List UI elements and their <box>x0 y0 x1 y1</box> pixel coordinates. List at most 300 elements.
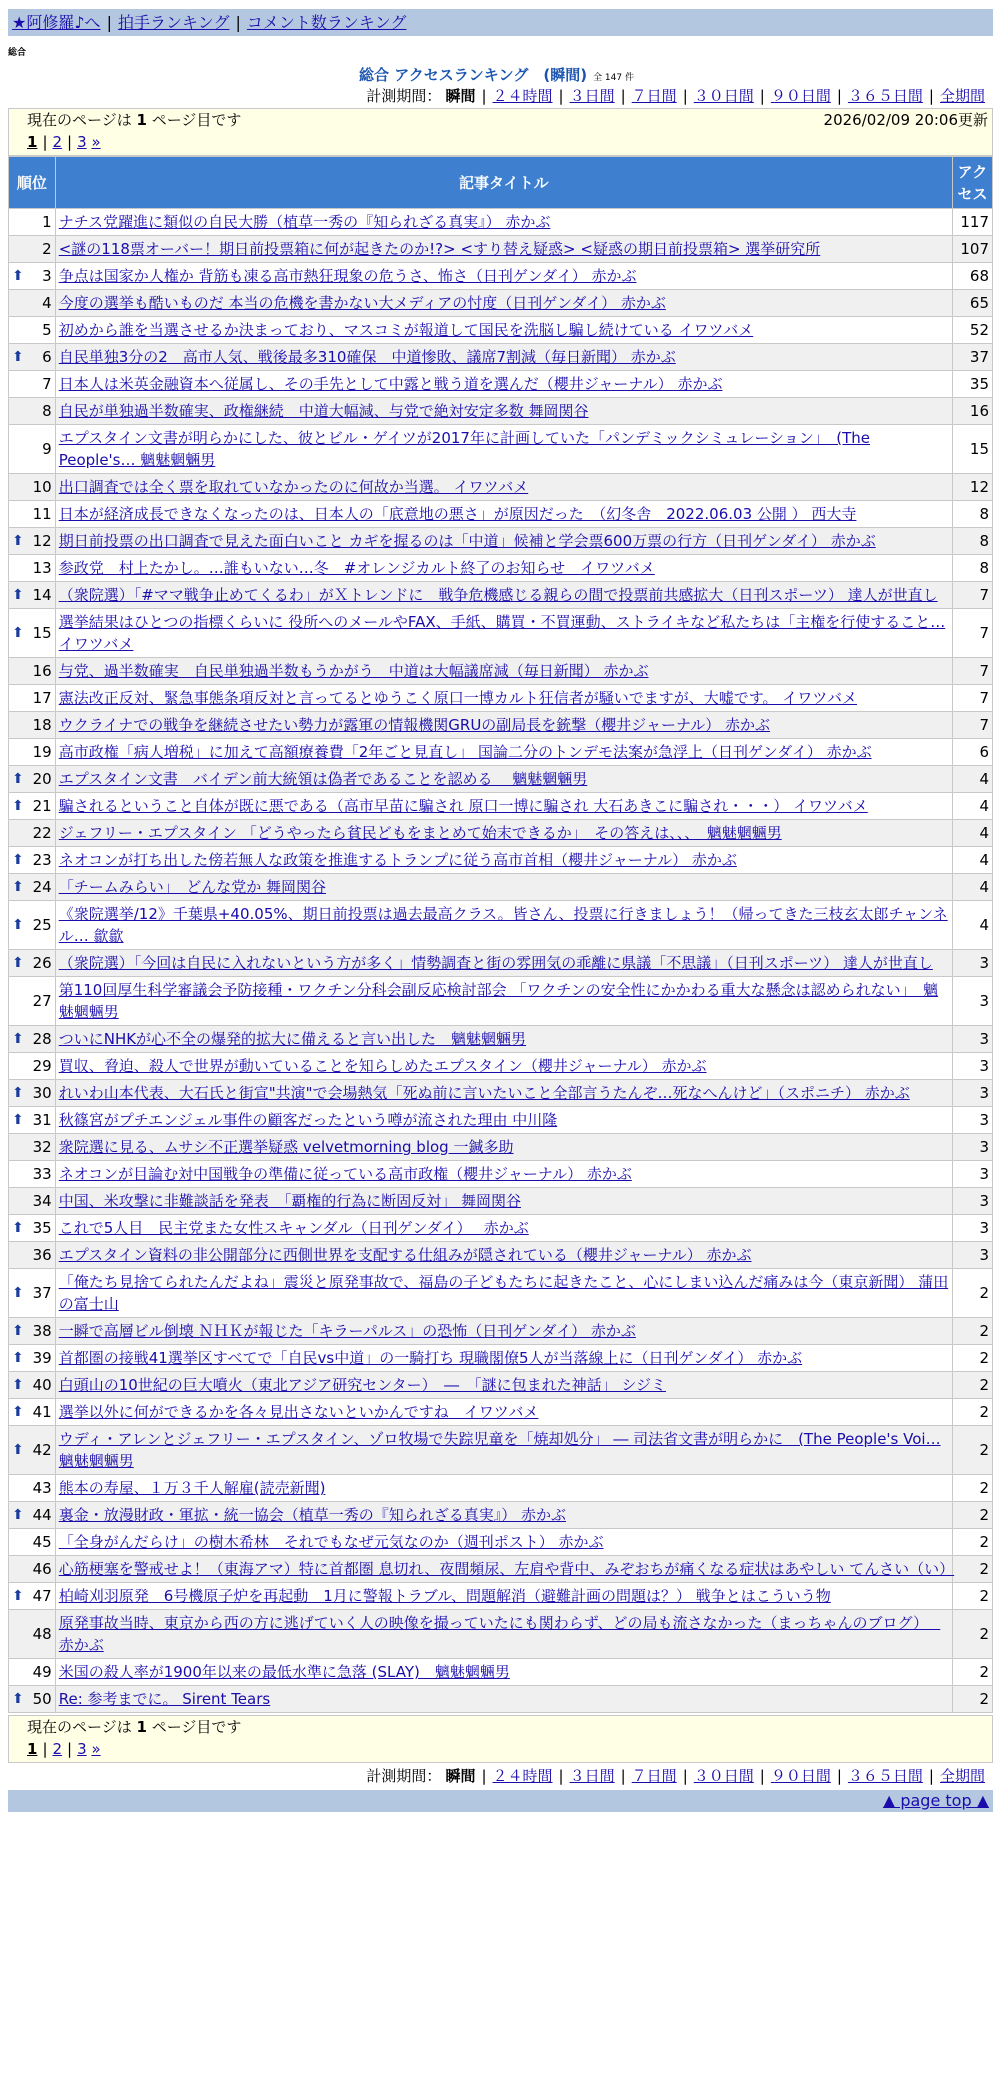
rank-cell <box>9 474 56 501</box>
article-link[interactable]: 一瞬で高層ビル倒壊 ＮＨＫが報じた「キラーパルス」の恐怖（日刊ゲンダイ） 赤かぶ <box>58 1322 636 1340</box>
table-row <box>9 1215 993 1242</box>
access-count: 2 <box>952 1372 992 1399</box>
rank-number: 15 <box>32 624 52 642</box>
period-separator: | <box>682 1767 688 1785</box>
article-link[interactable]: ネオコンが目論む対中国戦争の準備に従っている高市政権（櫻井ジャーナル） 赤かぶ <box>58 1165 632 1183</box>
article-link[interactable]: 米国の殺人率が1900年以来の最低水準に急落 (SLAY) 魑魅魍魎男 <box>58 1663 510 1681</box>
title-cell <box>55 398 952 425</box>
rank-up-icon: ⬆ <box>12 1112 24 1128</box>
title-cell <box>55 263 952 290</box>
rank-cell <box>9 1134 56 1161</box>
title-cell <box>55 712 952 739</box>
page-current: 1 <box>27 1740 38 1758</box>
article-link[interactable]: 憲法改正反対、緊急事態条項反対と言ってるとゆうこく原口一博カルト狂信者が騒いでますが、大嘘です。 イワツバメ <box>58 689 857 707</box>
rank-number: 29 <box>32 1057 52 1075</box>
rank-cell <box>9 609 56 658</box>
rank-up-icon: ⬆ <box>12 955 24 971</box>
rank-number: 20 <box>32 770 52 788</box>
table-row <box>9 317 993 344</box>
next-page-link[interactable]: » <box>91 133 101 151</box>
page-status: 現在のページは 1 ページ目です <box>27 111 242 129</box>
title-cell <box>55 1686 952 1713</box>
period-link[interactable]: ９０日間 <box>770 1767 831 1785</box>
table-row <box>9 1502 993 1529</box>
title-cell <box>55 820 952 847</box>
rank-up-icon: ⬆ <box>12 625 24 641</box>
rank-up-icon: ⬆ <box>12 1085 24 1101</box>
title-cell <box>55 1610 952 1659</box>
rank-up-icon: ⬆ <box>12 1031 24 1047</box>
period-link[interactable]: ３日間 <box>569 1767 615 1785</box>
rank-cell <box>9 766 56 793</box>
table-row <box>9 1583 993 1610</box>
period-link[interactable]: ２４時間 <box>492 87 553 105</box>
access-count: 2 <box>952 1502 992 1529</box>
table-row <box>9 820 993 847</box>
table-row <box>9 425 993 474</box>
page-separator: | <box>67 133 73 151</box>
table-row <box>9 1134 993 1161</box>
table-row <box>9 874 993 901</box>
title-cell <box>55 1269 952 1318</box>
rank-cell <box>9 501 56 528</box>
article-link[interactable]: 熊本の寿屋、１万３千人解雇(読売新聞) <box>58 1479 326 1497</box>
rank-cell <box>9 398 56 425</box>
rank-cell <box>9 1475 56 1502</box>
title-cell <box>55 1188 952 1215</box>
page-link[interactable]: 2 <box>52 1740 63 1758</box>
rank-up-icon: ⬆ <box>12 852 24 868</box>
next-page-link[interactable]: » <box>91 1740 101 1758</box>
rank-cell <box>9 1529 56 1556</box>
page-link[interactable]: 2 <box>52 133 63 151</box>
article-link[interactable]: れいわ山本代表、大石氏と街宣"共演"で会場熱気「死ぬ前に言いたいこと全部言うたんぞ…死なへんけど」（スポニチ） 赤かぶ <box>58 1084 910 1102</box>
nav-separator: | <box>235 13 241 32</box>
article-link[interactable]: <謎の118票オーバー！期日前投票箱に何が起きたのか!?> <すり替え疑惑> <疑惑の期日前投票箱> 選挙研究所 <box>58 240 821 258</box>
table-row <box>9 1659 993 1686</box>
table-row <box>9 658 993 685</box>
rank-cell <box>9 950 56 977</box>
access-count: 8 <box>952 501 992 528</box>
rank-cell <box>9 712 56 739</box>
title-cell <box>55 1556 955 1583</box>
table-row <box>9 1345 993 1372</box>
table-row <box>9 1372 993 1399</box>
rank-cell <box>9 685 56 712</box>
rank-number: 41 <box>32 1403 52 1421</box>
nav-separator: | <box>106 13 112 32</box>
category-label: 総合 <box>8 48 27 58</box>
access-count: 2 <box>952 1686 992 1713</box>
rank-up-icon: ⬆ <box>12 917 24 933</box>
rank-cell <box>9 658 56 685</box>
period-link[interactable]: ３０日間 <box>693 87 754 105</box>
article-link[interactable]: 秋篠宮がプチエンジェル事件の顧客だったという噂が流された理由 中川隆 <box>58 1111 558 1129</box>
access-count: 68 <box>952 263 992 290</box>
access-count: 16 <box>952 398 992 425</box>
title-cell <box>55 977 952 1026</box>
title-cell <box>55 1080 952 1107</box>
home-link[interactable]: ★阿修羅♪へ <box>12 13 101 32</box>
page-separator: | <box>42 133 48 151</box>
rank-up-icon: ⬆ <box>12 533 24 549</box>
article-link[interactable]: これで5人目 民主党また女性スキャンダル（日刊ゲンダイ） 赤かぶ <box>58 1219 529 1237</box>
article-link[interactable]: 騙されるということ自体が既に悪である（高市早苗に騙され 原口一博に騙され 大石あきこに騙され・・・） イワツバメ <box>58 797 868 815</box>
article-link[interactable]: ついにNHKが心不全の爆発的拡大に備えると言い出した 魑魅魍魎男 <box>58 1030 527 1048</box>
page-link[interactable]: 3 <box>77 133 87 151</box>
period-current: 瞬間 <box>445 87 476 105</box>
rank-cell <box>9 1161 56 1188</box>
rank-number: 48 <box>32 1625 52 1643</box>
rank-up-icon: ⬆ <box>12 1323 24 1339</box>
title-cell <box>55 555 952 582</box>
rank-number: 14 <box>32 586 52 604</box>
rank-number: 33 <box>32 1165 52 1183</box>
article-link[interactable]: 自民が単独過半数確実、政権継続 中道大幅減、与党で絶対安定多数 舞岡関谷 <box>58 402 589 420</box>
article-link[interactable]: 買収、脅迫、殺人で世界が動いていることを知らしめたエプスタイン（櫻井ジャーナル） 赤かぶ <box>58 1057 707 1075</box>
rank-number: 19 <box>32 743 52 761</box>
rank-up-icon: ⬆ <box>12 1377 24 1393</box>
access-count: 3 <box>952 977 992 1026</box>
table-row <box>9 344 993 371</box>
rank-cell <box>9 528 56 555</box>
table-row <box>9 739 993 766</box>
table-row <box>9 685 993 712</box>
rank-number: 40 <box>32 1376 52 1394</box>
rank-number: 11 <box>32 505 52 523</box>
rank-number: 13 <box>32 559 52 577</box>
access-count: 35 <box>952 371 992 398</box>
table-row <box>9 236 993 263</box>
access-count: 4 <box>952 793 992 820</box>
access-count: 7 <box>952 712 992 739</box>
rank-number: 49 <box>32 1663 52 1681</box>
rank-number: 12 <box>32 532 52 550</box>
access-count: 3 <box>952 1107 992 1134</box>
article-link[interactable]: 第110回厚生科学審議会予防接種・ワクチン分科会副反応検討部会 「ワクチンの安全性にかかわる重大な懸念は認められない」 魑魅魍魎男 <box>58 981 939 1021</box>
rank-number: 24 <box>32 878 52 896</box>
rank-number: 32 <box>32 1138 52 1156</box>
article-link[interactable]: エプスタイン資料の非公開部分に西側世界を支配する仕組みが隠されている（櫻井ジャーナル） 赤かぶ <box>58 1246 752 1264</box>
access-count: 4 <box>952 847 992 874</box>
rank-number: 30 <box>32 1084 52 1102</box>
title-cell <box>55 317 952 344</box>
article-link[interactable]: 与党、過半数確実 自民単独過半数もうかがう 中道は大幅議席減（毎日新聞） 赤かぶ <box>58 662 649 680</box>
access-count: 7 <box>952 582 992 609</box>
article-link[interactable]: ジェフリー・エプスタイン 「どうやったら貧民どもをまとめて始末できるか」 その答えは、、、 魑魅魍魎男 <box>58 824 782 842</box>
rank-number: 46 <box>32 1560 52 1578</box>
table-row <box>9 474 993 501</box>
access-count: 2 <box>952 1269 992 1318</box>
rank-up-icon: ⬆ <box>12 1404 24 1420</box>
pager-top <box>8 108 993 156</box>
rank-cell <box>9 977 56 1026</box>
rank-number: 35 <box>32 1219 52 1237</box>
article-link[interactable]: 心筋梗塞を警戒せよ！（東海アマ）特に首都圏 息切れ、夜間頻尿、左肩や背中、みぞおちが痛くなる症状はあやしい てんさい（い） <box>58 1560 955 1578</box>
article-link[interactable]: 期日前投票の出口調査で見えた面白いこと カギを握るのは「中道」候補と学会票600万票の行方（日刊ゲンダイ） 赤かぶ <box>58 532 876 550</box>
table-row <box>9 1529 993 1556</box>
article-link[interactable]: ネオコンが打ち出した傍若無人な政策を推進するトランプに従う高市首相（櫻井ジャーナル） 赤かぶ <box>58 851 737 869</box>
table-row <box>9 793 993 820</box>
title-cell <box>55 1659 952 1686</box>
article-link[interactable]: 初めから誰を当選させるか決まっており、マスコミが報道して国民を洗脳し騙し続けている イワツバメ <box>58 321 754 339</box>
access-count: 3 <box>952 1161 992 1188</box>
rank-up-icon: ⬆ <box>12 879 24 895</box>
table-row <box>9 1242 993 1269</box>
pagination <box>9 1738 992 1762</box>
article-link[interactable]: 選挙以外に何ができるかを各々見出さないといかんですね イワツバメ <box>58 1403 539 1421</box>
period-link[interactable]: 全期間 <box>939 87 985 105</box>
article-link[interactable]: （衆院選）「#ママ戦争止めてくるわ」がＸトレンドに 戦争危機感じる親らの間で投票前共感拡大（日刊スポーツ） 達人が世直し <box>58 586 938 604</box>
rank-cell <box>9 874 56 901</box>
period-separator: | <box>481 87 487 105</box>
access-count: 3 <box>952 1134 992 1161</box>
article-link[interactable]: 《衆院選挙/12》千葉県+40.05%、期日前投票は過去最高クラス。皆さん、投票に行きましょう！（帰ってきた三枝玄太郎チャンネル… 歙歙 <box>58 905 948 945</box>
period-separator: | <box>836 87 842 105</box>
article-link[interactable]: 今度の選挙も酷いものだ 本当の危機を書かない大メディアの忖度（日刊ゲンダイ） 赤かぶ <box>58 294 666 312</box>
rank-number: 25 <box>32 916 52 934</box>
rank-up-icon: ⬆ <box>12 1588 24 1604</box>
title-cell <box>55 1399 952 1426</box>
access-header: アクセス <box>952 157 992 209</box>
article-link[interactable]: 「全身がんだらけ」の樹木希林 それでもなぜ元気なのか（週刊ポスト） 赤かぶ <box>58 1533 604 1551</box>
rank-cell <box>9 1318 56 1345</box>
article-link[interactable]: 日本人は米英金融資本へ従属し、その手先として中露と戦う道を選んだ（櫻井ジャーナル） 赤かぶ <box>58 375 723 393</box>
period-link[interactable]: ７日間 <box>631 1767 677 1785</box>
table-row <box>9 977 993 1026</box>
table-row <box>9 1188 993 1215</box>
access-count: 2 <box>952 1610 992 1659</box>
title-cell <box>55 1053 952 1080</box>
table-row <box>9 501 993 528</box>
rank-number: 7 <box>42 375 52 393</box>
period-separator: | <box>620 1767 626 1785</box>
article-link[interactable]: ナチス党躍進に類似の自民大勝（植草一秀の『知られざる真実』） 赤かぶ <box>58 213 551 231</box>
title-cell <box>55 501 952 528</box>
article-link[interactable]: 争点は国家か人権か 背筋も凍る高市熱狂現象の危うさ、怖さ（日刊ゲンダイ） 赤かぶ <box>58 267 637 285</box>
ranking-table <box>8 156 993 1713</box>
table-row <box>9 1053 993 1080</box>
access-count: 3 <box>952 1215 992 1242</box>
rank-number: 8 <box>42 402 52 420</box>
article-link[interactable]: 「俺たち見捨てられたんだよね」震災と原発事故で、福島の子どもたちに起きたこと、心にしまい込んだ痛みは今（東京新聞） 蒲田の富士山 <box>58 1273 949 1313</box>
period-link[interactable]: 全期間 <box>939 1767 985 1785</box>
access-count: 2 <box>952 1556 992 1583</box>
title-cell <box>55 528 952 555</box>
title-cell <box>55 371 952 398</box>
page-separator: | <box>42 1740 48 1758</box>
access-count: 3 <box>952 1053 992 1080</box>
table-row <box>9 1610 993 1659</box>
article-link[interactable]: （衆院選）「今回は自民に入れないという方が多く」情勢調査と街の雰囲気の乖離に県議「不思議」（日刊スポーツ） 達人が世直し <box>58 954 933 972</box>
rank-number: 17 <box>32 689 52 707</box>
rank-cell <box>9 820 56 847</box>
rank-number: 42 <box>32 1441 52 1459</box>
table-row <box>9 712 993 739</box>
article-link[interactable]: 「チームみらい」 どんな党か 舞岡関谷 <box>58 878 326 896</box>
rank-cell <box>9 901 56 950</box>
title-header: 記事タイトル <box>55 157 952 209</box>
access-count: 65 <box>952 290 992 317</box>
rank-cell <box>9 1080 56 1107</box>
access-count: 4 <box>952 874 992 901</box>
title-cell <box>55 901 952 950</box>
access-count: 2 <box>952 1426 992 1475</box>
access-count: 3 <box>952 1026 992 1053</box>
title-cell <box>55 658 952 685</box>
rank-cell <box>9 582 56 609</box>
article-link[interactable]: ウディ・アレンとジェフリー・エプスタイン、ゾロ牧場で失踪児童を「焼却処分」 ― 司法省文書が明らかに (The People's Voi… 魑魅魍魎男 <box>58 1430 941 1470</box>
article-link[interactable]: 衆院選に見る、ムサシ不正選挙疑惑 velvetmorning blog 一鍼多助 <box>58 1138 514 1156</box>
table-row <box>9 1556 993 1583</box>
access-count: 7 <box>952 685 992 712</box>
pagination <box>9 131 992 155</box>
page-current: 1 <box>27 133 38 151</box>
access-count: 3 <box>952 1080 992 1107</box>
rank-cell <box>9 371 56 398</box>
table-row <box>9 1399 993 1426</box>
period-separator: | <box>928 1767 934 1785</box>
page-status: 現在のページは 1 ページ目です <box>27 1718 242 1736</box>
table-row <box>9 398 993 425</box>
period-separator: | <box>558 87 564 105</box>
clap-ranking-link[interactable]: 拍手ランキング <box>117 13 230 32</box>
period-link[interactable]: ３０日間 <box>693 1767 754 1785</box>
rank-number: 38 <box>32 1322 52 1340</box>
access-count: 2 <box>952 1399 992 1426</box>
title-cell <box>55 1134 952 1161</box>
access-count: 2 <box>952 1345 992 1372</box>
period-separator: | <box>620 87 626 105</box>
rank-cell <box>9 290 56 317</box>
article-link[interactable]: 白頭山の10世紀の巨大噴火（東北アジア研究センター） ― 「謎に包まれた神話」 シジミ <box>58 1376 667 1394</box>
rank-cell <box>9 1188 56 1215</box>
table-row <box>9 1318 993 1345</box>
rank-cell <box>9 209 56 236</box>
title-cell <box>55 582 952 609</box>
article-link[interactable]: 選挙結果はひとつの指標くらいに 役所へのメールやFAX、手紙、購買・不買運動、ストライキなど私たちは「主権を行使すること… イワツバメ <box>58 613 946 653</box>
table-row <box>9 528 993 555</box>
period-link[interactable]: ３６５日間 <box>847 87 923 105</box>
rank-cell <box>9 1053 56 1080</box>
article-link[interactable]: エプスタイン文書 バイデン前大統領は偽者であることを認める 魑魅魍魎男 <box>58 770 588 788</box>
title-cell <box>55 1242 952 1269</box>
access-count: 3 <box>952 950 992 977</box>
period-link[interactable]: ９０日間 <box>770 87 831 105</box>
rank-number: 39 <box>32 1349 52 1367</box>
table-row <box>9 555 993 582</box>
article-link[interactable]: 自民単独3分の2 高市人気、戦後最多310確保 中道惨敗、議席7割減（毎日新聞） 赤かぶ <box>58 348 676 366</box>
rank-cell <box>9 344 56 371</box>
period-link[interactable]: ３日間 <box>569 87 615 105</box>
article-link[interactable]: 参政党 村上たかし。…誰もいない…冬 #オレンジカルト終了のお知らせ イワツバメ <box>58 559 655 577</box>
access-count: 107 <box>952 236 992 263</box>
article-link[interactable]: エプスタイン文書が明らかにした、彼とビル・ゲイツが2017年に計画していた「パンデミックシミュレーション」 (The People's… 魑魅魍魎男 <box>58 429 870 469</box>
period-selector <box>0 87 985 106</box>
access-count: 2 <box>952 1529 992 1556</box>
title-cell <box>55 1318 952 1345</box>
period-link[interactable]: ７日間 <box>631 87 677 105</box>
article-link[interactable]: ウクライナでの戦争を継続させたい勢力が露軍の情報機関GRUの副局長を銃撃（櫻井ジャーナル） 赤かぶ <box>58 716 771 734</box>
article-link[interactable]: 原発事故当時、東京から西の方に逃げていく人の映像を撮っていたにも関わらず、どの局も流さなかった（まっちゃんのブログ） 赤かぶ <box>58 1614 941 1654</box>
access-count: 8 <box>952 555 992 582</box>
article-link[interactable]: 中国、米攻撃に非難談話を発表 「覇権的行為に断固反対」 舞岡関谷 <box>58 1192 521 1210</box>
page-link[interactable]: 3 <box>77 1740 87 1758</box>
pager-bottom <box>8 1715 993 1763</box>
rank-number: 6 <box>42 348 52 366</box>
comment-ranking-link[interactable]: コメント数ランキング <box>246 13 407 32</box>
article-link[interactable]: 柏崎刈羽原発 6号機原子炉を再起動 1月に警報トラブル、問題解消（避難計画の問題は？） 戦争とはこういう物 <box>58 1587 831 1605</box>
rank-number: 43 <box>32 1479 52 1497</box>
article-link[interactable]: 日本が経済成長できなくなったのは、日本人の「底意地の悪さ」が原因だった （幻冬舎 2022.06.03 公開 ） 西大寺 <box>58 505 857 523</box>
footer-bar <box>8 1790 993 1812</box>
rank-number: 3 <box>42 267 52 285</box>
period-label: 計測期間： <box>366 87 442 105</box>
rank-up-icon: ⬆ <box>12 587 24 603</box>
rank-number: 36 <box>32 1246 52 1264</box>
rank-cell <box>9 1107 56 1134</box>
rank-cell <box>9 555 56 582</box>
title-cell <box>55 425 952 474</box>
table-row <box>9 1080 993 1107</box>
access-count: 37 <box>952 344 992 371</box>
article-link[interactable]: 首都圏の接戦41選挙区すべてで「自民vs中道」の一騎打ち 現職閣僚5人が当落線上に（日刊ゲンダイ） 赤かぶ <box>58 1349 803 1367</box>
rank-header: 順位 <box>9 157 56 209</box>
rank-cell <box>9 793 56 820</box>
table-row <box>9 609 993 658</box>
rank-up-icon: ⬆ <box>12 1691 24 1707</box>
rank-number: 18 <box>32 716 52 734</box>
table-row <box>9 847 993 874</box>
article-link[interactable]: 高市政権「病人増税」に加えて高額療養費「2年ごと見直し」 国論二分のトンデモ法案が急浮上（日刊ゲンダイ） 赤かぶ <box>58 743 872 761</box>
title-cell <box>55 739 952 766</box>
rank-cell <box>9 1583 56 1610</box>
access-count: 7 <box>952 658 992 685</box>
rank-cell <box>9 1215 56 1242</box>
page-title: 総合 アクセスランキング (瞬間) <box>359 66 588 84</box>
period-link[interactable]: ２４時間 <box>492 1767 553 1785</box>
period-selector <box>0 1767 985 1786</box>
table-row <box>9 1426 993 1475</box>
rank-cell <box>9 1659 56 1686</box>
access-count: 2 <box>952 1475 992 1502</box>
article-link[interactable]: 出口調査では全く票を取れていなかったのに何故か当選。 イワツバメ <box>58 478 529 496</box>
access-count: 15 <box>952 425 992 474</box>
rank-number: 16 <box>32 662 52 680</box>
rank-number: 2 <box>42 240 52 258</box>
period-separator: | <box>928 87 934 105</box>
access-count: 2 <box>952 1318 992 1345</box>
title-cell <box>55 1475 952 1502</box>
article-link[interactable]: 裏金・放漫財政・軍拡・統一協会（植草一秀の『知られざる真実』） 赤かぶ <box>58 1506 566 1524</box>
table-row <box>9 1026 993 1053</box>
article-link[interactable]: Re: 参考までに。 Sirent Tears <box>58 1690 271 1708</box>
page-top-link[interactable]: ▲ page top ▲ <box>882 1791 989 1810</box>
access-count: 6 <box>952 739 992 766</box>
rank-cell <box>9 1269 56 1318</box>
rank-cell <box>9 739 56 766</box>
table-header <box>9 157 993 209</box>
access-count: 2 <box>952 1659 992 1686</box>
title-cell <box>55 793 952 820</box>
rank-up-icon: ⬆ <box>12 268 24 284</box>
rank-up-icon: ⬆ <box>12 1285 24 1301</box>
access-count: 3 <box>952 1188 992 1215</box>
period-link[interactable]: ３６５日間 <box>847 1767 923 1785</box>
rank-number: 47 <box>32 1587 52 1605</box>
title-cell <box>55 209 952 236</box>
page-heading <box>0 66 993 84</box>
